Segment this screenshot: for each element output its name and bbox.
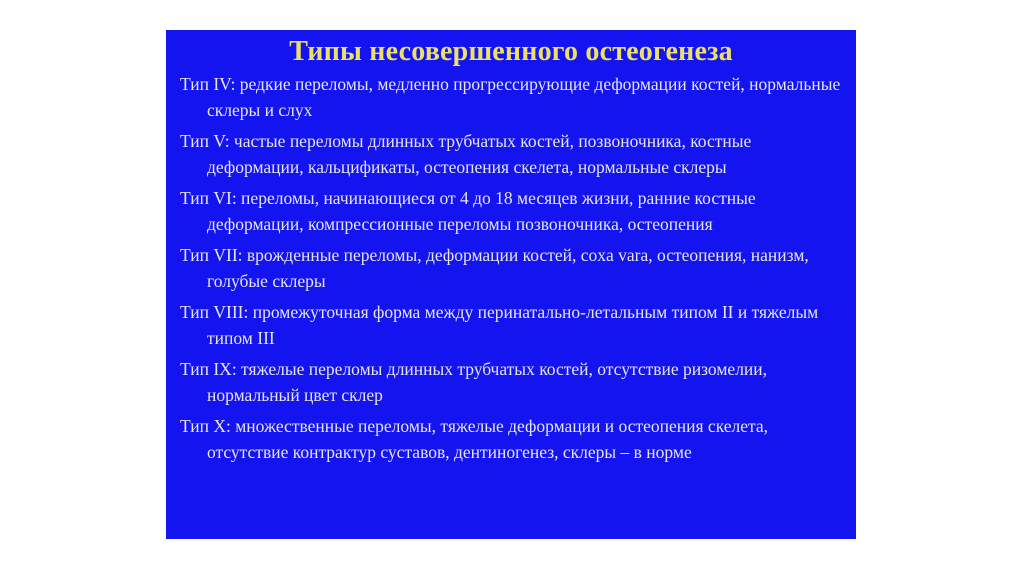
list-item-type-v: Тип V: частые переломы длинных трубчатых костей, позвоночника, костные деформации, кальцификаты, остеопения скелета, нормальные склеры — [180, 131, 752, 177]
list-item-type-x: Тип X: множественные переломы, тяжелые деформации и остеопения скелета, отсутствие контрактур суставов, дентиногенез, склеры – в норме — [180, 416, 769, 462]
list-item-type-ix: Тип IX: тяжелые переломы длинных трубчатых костей, отсутствие ризомелии, нормальный цвет склер — [180, 359, 768, 405]
list-item-type-iv: Тип IV: редкие переломы, медленно прогрессирующие деформации костей, нормальные склеры и слух — [180, 74, 841, 120]
slide — [166, 30, 856, 539]
list-item-type-viii: Тип VIII: промежуточная форма между перинатально-летальным типом II и тяжелым типом III — [180, 302, 819, 348]
list-item-type-vi: Тип VI: переломы, начинающиеся от 4 до 18 месяцев жизни, ранние костные деформации, компрессионные переломы позвоночника, остеопения — [180, 188, 756, 234]
list-item-type-vii: Тип VII: врожденные переломы, деформации костей, coxa vara, остеопения, нанизм, голубые склеры — [180, 245, 809, 291]
type-list — [180, 72, 842, 465]
slide-title: Типы несовершенного остеогенеза — [289, 36, 733, 67]
